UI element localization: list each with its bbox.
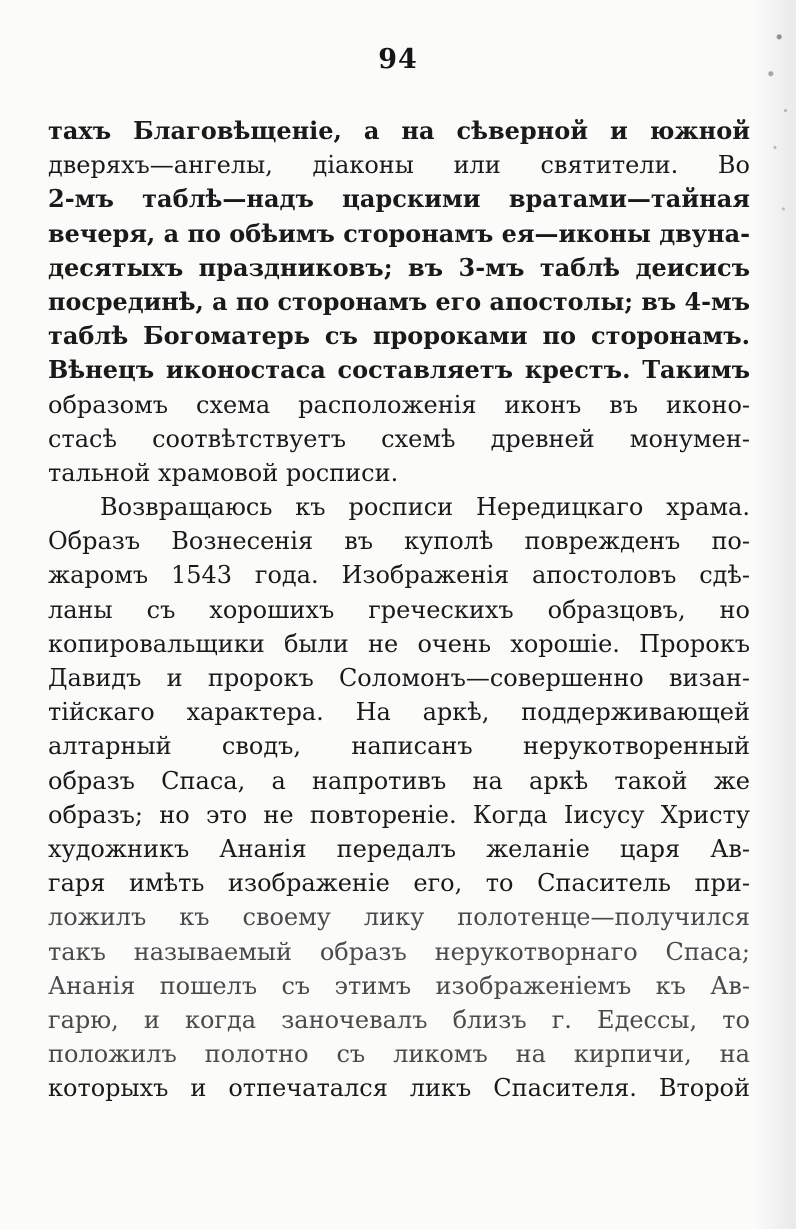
text-line: образъ Спаса, а напротивъ на аркѣ такой же (48, 766, 750, 795)
page-edge-scan-noise (754, 0, 796, 1229)
text-line: жаромъ 1543 года. Изображенія апостоловъ сдѣ- (48, 561, 750, 590)
text-line: вечеря, а по обѣимъ сторонамъ ея—иконы двуна- (48, 219, 750, 248)
text-line: Давидъ и пророкъ Соломонъ—совершенно визан- (48, 664, 750, 692)
text-line: положилъ полотно съ ликомъ на кирпичи, на (48, 1040, 750, 1069)
text-line: тійскаго характера. На аркѣ, поддерживающей (48, 698, 750, 727)
text-line: ложилъ къ своему лику полотенце—получился (48, 903, 750, 932)
text-line: Вѣнецъ иконостаса составляетъ крестъ. Такимъ (48, 355, 750, 385)
text-line: таблѣ Богоматерь съ пророками по сторонамъ. (48, 321, 750, 351)
text-line: тальной храмовой росписи. (48, 458, 399, 487)
text-line: образомъ схема расположенія иконъ въ иконо- (48, 390, 750, 419)
text-line: ланы съ хорошихъ греческихъ образцовъ, но (48, 595, 750, 624)
text-line: тахъ Благовѣщеніе, а на сѣверной и южной (48, 116, 750, 145)
text-line: которыхъ и отпечатался ликъ Спасителя. Второй (48, 1074, 750, 1103)
text-line: такъ называемый образъ нерукотворнаго Спаса; (48, 937, 750, 966)
text-line: 2-мъ таблѣ—надъ царскими вратами—тайная (48, 184, 750, 214)
page-number: 94 (378, 44, 418, 75)
text-line: дверяхъ—ангелы, діаконы или святители. Во (48, 151, 750, 180)
text-line: гаря имѣть изображеніе его, то Спаситель при- (48, 869, 750, 898)
body-text (48, 114, 750, 1105)
text-line: копировальщики были не очень хорошіе. Пророкъ (48, 629, 750, 658)
text-line: стасѣ соотвѣтствуетъ схемѣ древней монумен- (48, 424, 750, 453)
text-line: Образъ Вознесенія въ куполѣ поврежденъ по- (48, 527, 750, 556)
text-line: Возвращаюсь къ росписи Нередицкаго храма. (100, 493, 750, 522)
text-line: образъ; но это не повтореніе. Когда Іисусу Христу (48, 800, 750, 829)
text-line: алтарный сводъ, написанъ нерукотворенный (48, 732, 750, 761)
text-line: посрединѣ, а по сторонамъ его апостолы; въ 4-мъ (48, 287, 750, 316)
text-line: Ананія пошелъ съ этимъ изображеніемъ къ Ав- (48, 971, 750, 1000)
text-line: художникъ Ананія передалъ желаніе царя Ав- (48, 834, 750, 863)
text-line: гарю, и когда заночевалъ близъ г. Едессы, то (48, 1005, 750, 1034)
text-line: десятыхъ праздниковъ; въ 3-мъ таблѣ деисисъ (48, 252, 750, 282)
